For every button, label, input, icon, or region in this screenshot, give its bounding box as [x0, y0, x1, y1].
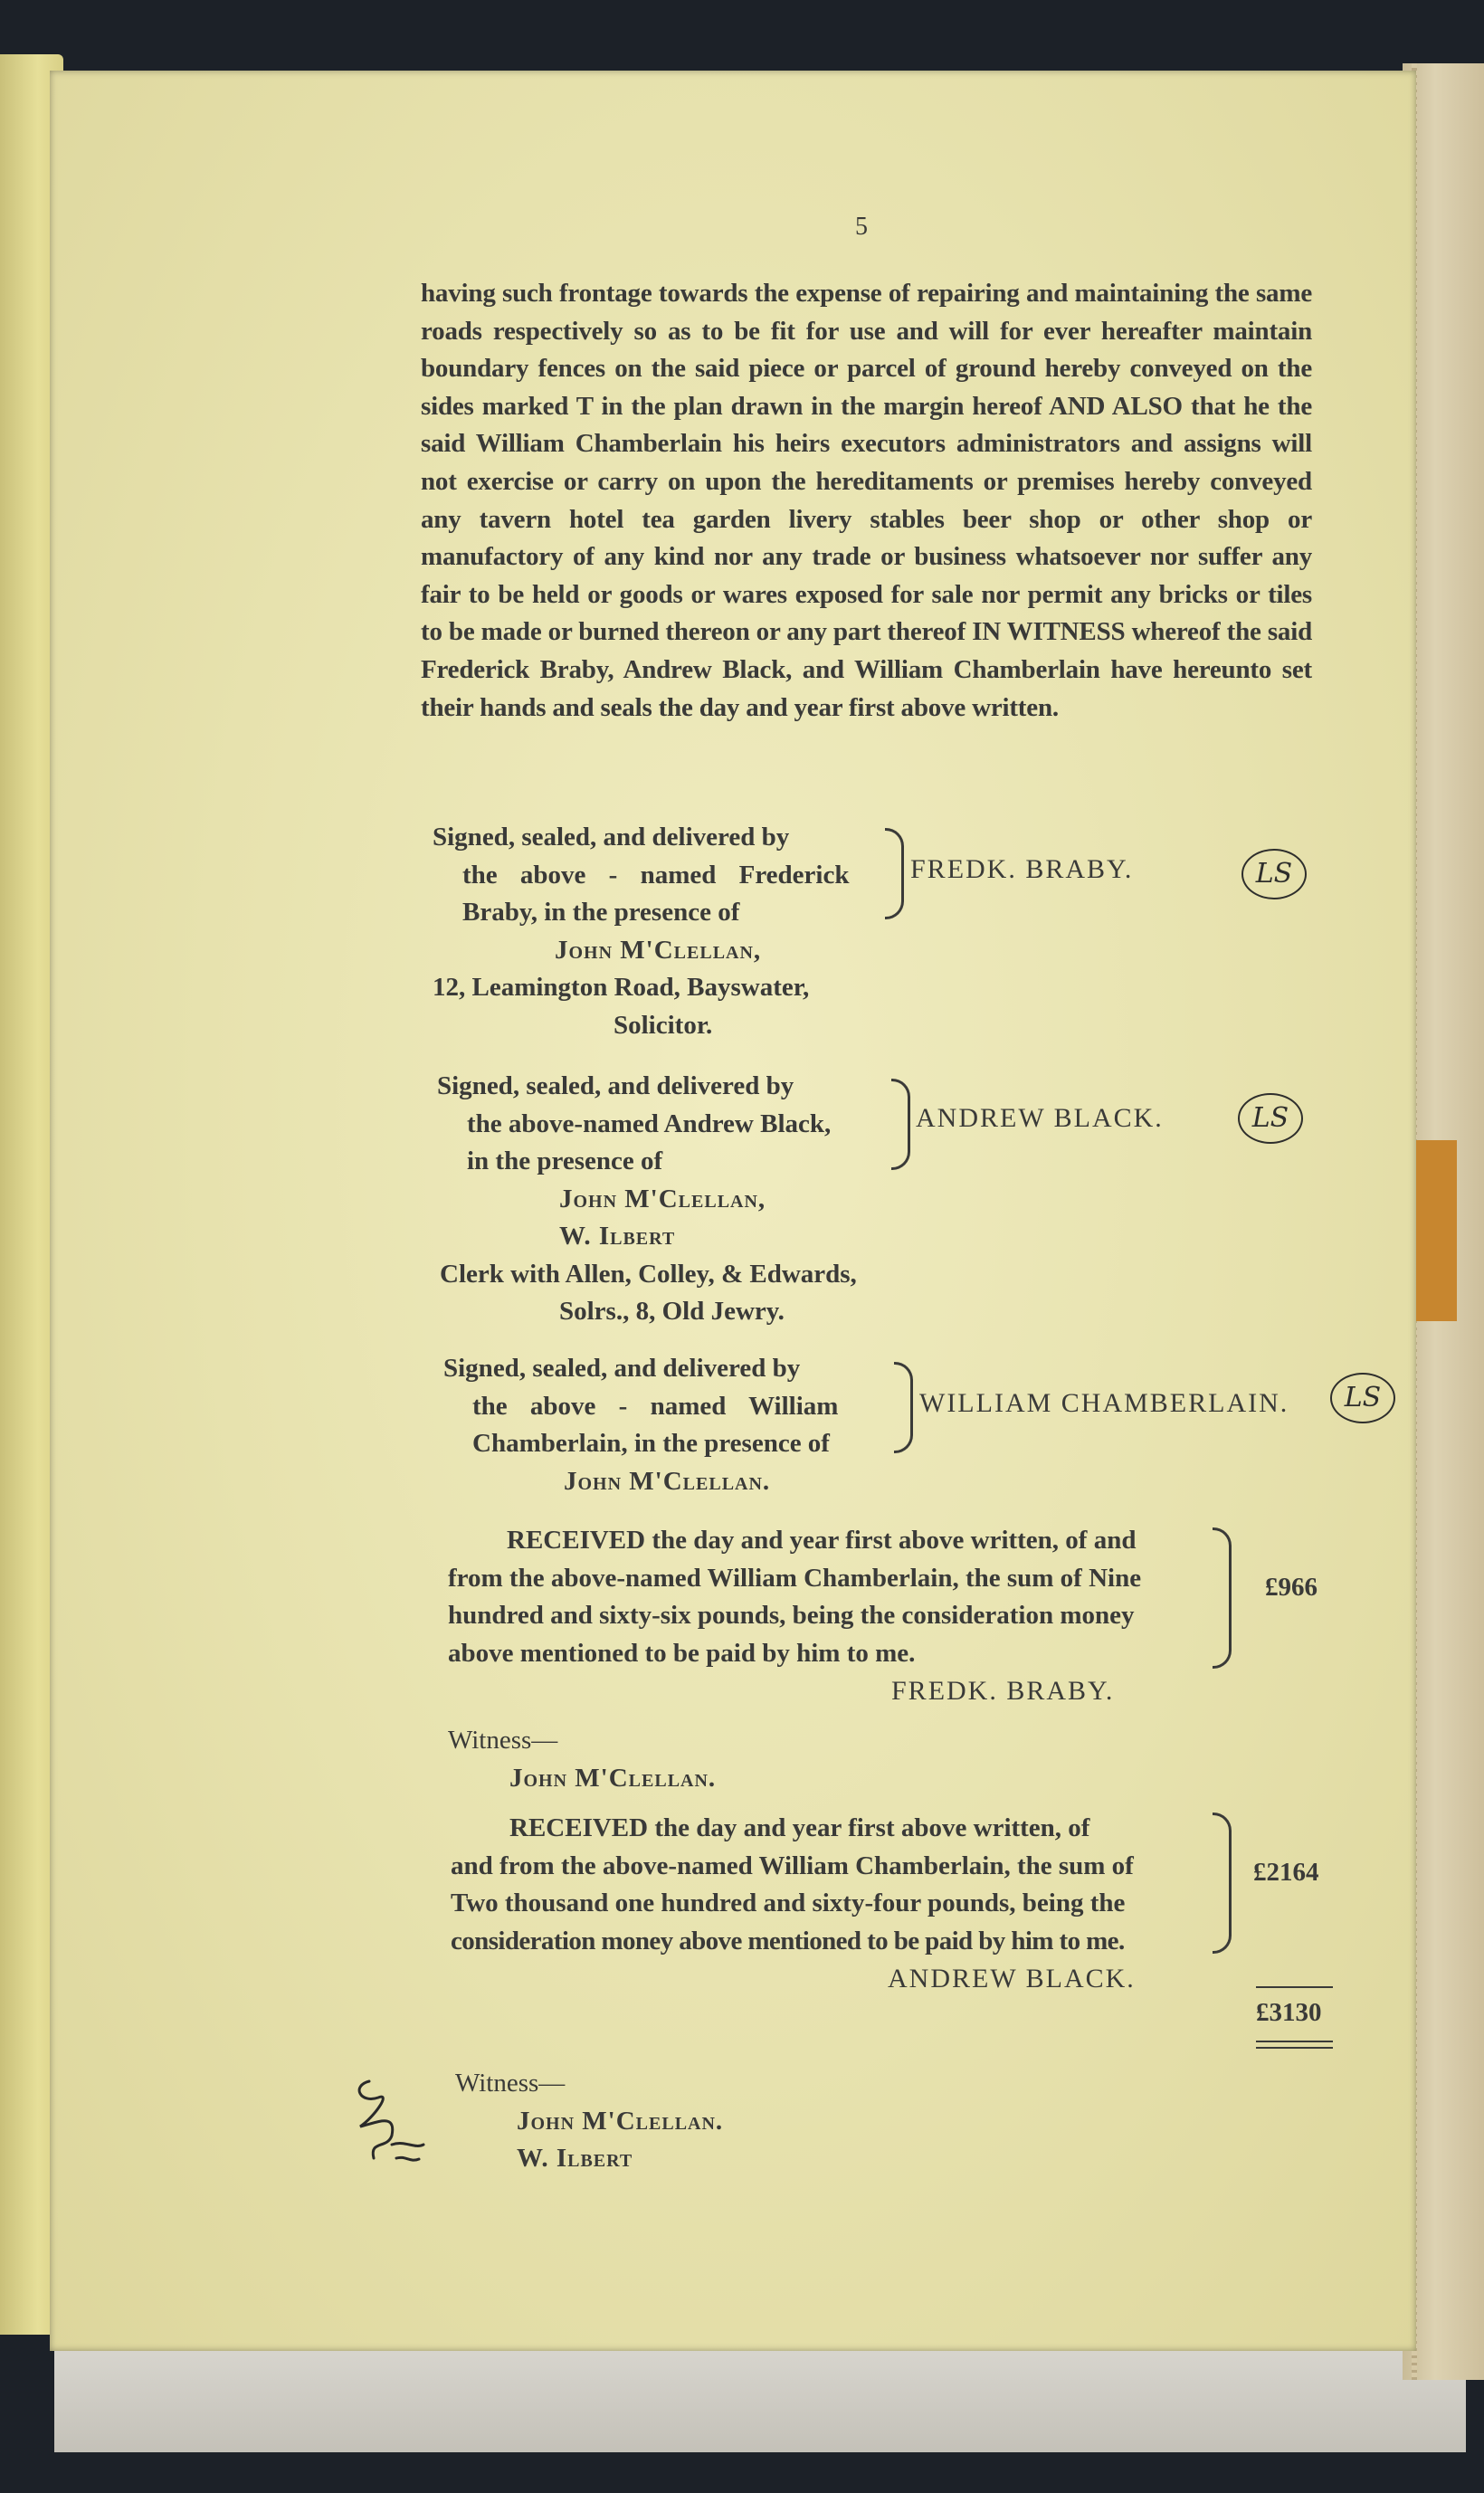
attestation-line: the above-named Andrew Black,	[467, 1109, 832, 1138]
receipt-line: consideration money above mentioned to be paid by him to me.	[451, 1926, 1125, 1955]
attestation-line: Signed, sealed, and delivered by	[433, 823, 790, 852]
signature-braby: FREDK. BRABY.	[910, 854, 1134, 884]
brace	[1213, 1527, 1232, 1669]
attestation-line: Braby, in the presence of	[462, 898, 740, 927]
total-rule-bottom-2	[1256, 2047, 1333, 2049]
receipt-1	[448, 1522, 1217, 1710]
witness-label: Witness—	[455, 2069, 566, 2098]
receipt-line: and from the above-named William Chamberlain, the sum of	[451, 1851, 1134, 1880]
witness-line: John M'Clellan.	[509, 1763, 717, 1793]
signature-black: ANDREW BLACK.	[916, 1103, 1164, 1133]
attestation-line: in the presence of	[467, 1147, 663, 1175]
receipt-line: Two thousand one hundred and sixty-four pounds, being the	[451, 1889, 1126, 1917]
receipt-line: RECEIVED the day and year first above written, of and	[507, 1526, 1137, 1555]
receipt-line: hundred and sixty-six pounds, being the consideration money	[448, 1601, 1135, 1630]
seal-ls: LS	[1241, 849, 1307, 899]
total-rule-top	[1256, 1986, 1333, 1988]
page-number: 5	[855, 213, 868, 241]
witness-line: John M'Clellan.	[564, 1466, 771, 1496]
seal-ls: LS	[1330, 1373, 1395, 1423]
witness-line: 12, Leamington Road, Bayswater,	[433, 973, 810, 1002]
deed-paragraph: having such frontage towards the expense of repairing and maintaining the same roads respectively so as to be fit for use and will for ever hereafter maintain boundary fences on the said piece or parcel of ground hereby conveyed on the sides marked T in the plan drawn in the margin hereof AND ALSO that he the said William Chamberlain his heirs executors administrators and assigns will not exercise or carry on upon the hereditaments or premises hereby conveyed any tavern hotel tea garden livery stables beer shop or other shop or manufactory of any kind nor any trade or business whatsoever nor suffer any fair to be held or goods or wares exposed for sale nor permit any bricks or tiles to be made or burned thereon or any part thereof IN WITNESS whereof the said Frederick Braby, Andrew Black, and William Chamberlain have hereunto set their hands and seals the day and year first above written.	[421, 279, 1312, 722]
signature-chamberlain: WILLIAM CHAMBERLAIN.	[919, 1388, 1289, 1418]
receipt-line: from the above-named William Chamberlain, the sum of Nine	[448, 1563, 1142, 1593]
attestation-1	[433, 819, 903, 1044]
witness-line: John M'Clellan,	[555, 935, 762, 965]
brace	[1213, 1813, 1232, 1954]
total-amount: £3130	[1256, 1998, 1322, 2027]
receipt-line: RECEIVED the day and year first above written, of	[509, 1813, 1090, 1842]
attestation-line: Signed, sealed, and delivered by	[443, 1354, 801, 1383]
witness-line: John M'Clellan.	[517, 2106, 724, 2136]
brace	[894, 1362, 913, 1453]
attestation-line: the above - named William	[472, 1391, 839, 1421]
attestation-line: Signed, sealed, and delivered by	[437, 1071, 794, 1100]
witness-line: Clerk with Allen, Colley, & Edwards,	[440, 1259, 857, 1289]
receipt-amount: £966	[1265, 1573, 1318, 1602]
attestation-line: Chamberlain, in the presence of	[472, 1429, 830, 1458]
witness-line: Solrs., 8, Old Jewry.	[559, 1297, 785, 1326]
witness-line: W. Ilbert	[559, 1222, 676, 1251]
receipt-signature: FREDK. BRABY.	[891, 1676, 1115, 1706]
total-rule-bottom	[1256, 2041, 1333, 2042]
receipt-amount: £2164	[1253, 1858, 1319, 1887]
underlying-sheets	[54, 2344, 1466, 2452]
brace	[885, 828, 904, 919]
receipt-signature: ANDREW BLACK.	[888, 1964, 1136, 1993]
receipt-2-witness	[455, 2065, 723, 2178]
brace	[891, 1079, 910, 1170]
handwritten-initials	[342, 2072, 433, 2172]
attestation-3	[443, 1350, 914, 1500]
attestation-line: the above - named Frederick	[462, 860, 850, 890]
receipt-line: above mentioned to be paid by him to me.	[448, 1638, 916, 1668]
seal-ls: LS	[1238, 1093, 1303, 1144]
attestation-2	[437, 1068, 926, 1331]
receipt-1-witness	[448, 1722, 716, 1797]
witness-label: Witness—	[448, 1726, 558, 1755]
witness-line: Solicitor.	[614, 1010, 713, 1040]
witness-line: John M'Clellan,	[559, 1184, 766, 1213]
receipt-2	[451, 1810, 1220, 1998]
witness-line: W. Ilbert	[517, 2144, 633, 2173]
